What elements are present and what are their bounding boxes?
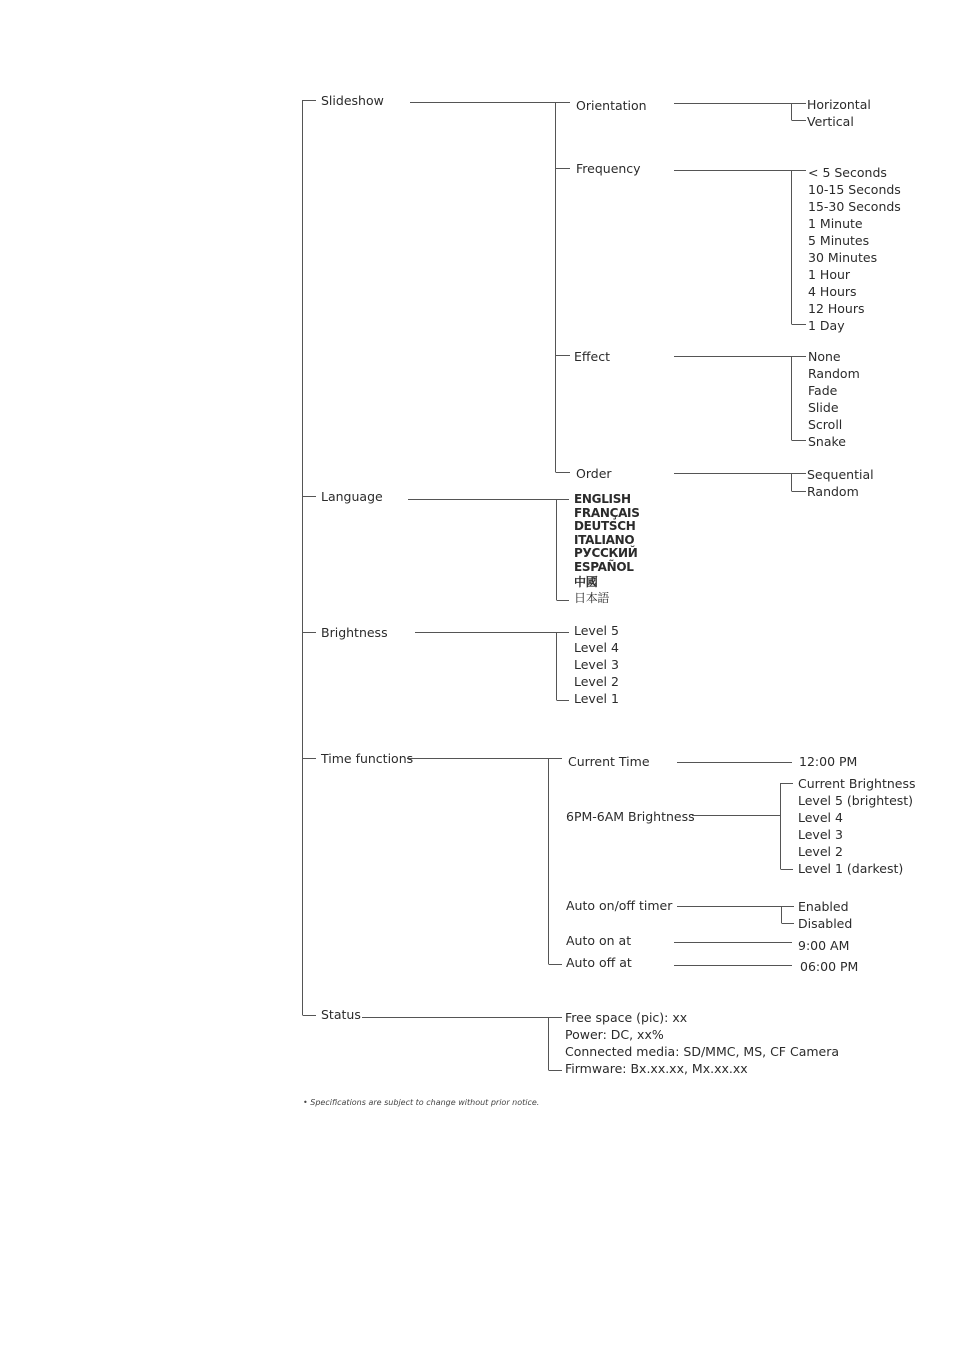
- menu-slideshow: Slideshow: [321, 93, 384, 108]
- menu-night-brightness: 6PM-6AM Brightness: [566, 809, 695, 824]
- menu-orientation: Orientation: [576, 98, 647, 113]
- option-item: 4 Hours: [808, 284, 857, 299]
- auto-timer-options: [798, 898, 852, 932]
- option-item: 1 Minute: [808, 216, 863, 231]
- option-item: Level 1 (darkest): [798, 861, 904, 876]
- option-item: Level 2: [574, 674, 619, 689]
- option-item: Enabled: [798, 899, 849, 914]
- current-time-value: 12:00 PM: [799, 754, 858, 769]
- option-item: Sequential: [807, 467, 874, 482]
- menu-current-time: Current Time: [568, 754, 650, 769]
- effect-options: [808, 348, 860, 450]
- status-item: Firmware: Bx.xx.xx, Mx.xx.xx: [565, 1061, 748, 1076]
- option-item: Level 3: [798, 827, 843, 842]
- option-item: 1 Day: [808, 318, 845, 333]
- option-item: ITALIANO: [574, 532, 635, 547]
- option-item: Level 5 (brightest): [798, 793, 914, 808]
- status-items: [565, 1009, 839, 1077]
- menu-status: Status: [321, 1007, 361, 1022]
- auto-on-value: 9:00 AM: [798, 938, 850, 953]
- option-item: Disabled: [798, 916, 853, 931]
- menu-auto-timer: Auto on/off timer: [566, 898, 673, 913]
- order-options: [807, 466, 874, 500]
- option-item: 30 Minutes: [808, 250, 878, 265]
- option-item: 12 Hours: [808, 301, 865, 316]
- menu-time-functions: Time functions: [321, 751, 414, 766]
- menu-effect: Effect: [574, 349, 610, 364]
- option-item: Level 3: [574, 657, 619, 672]
- option-item: Snake: [808, 434, 847, 449]
- option-item: Level 4: [798, 810, 843, 825]
- option-item: Fade: [808, 383, 838, 398]
- option-item: Slide: [808, 400, 839, 415]
- menu-frequency: Frequency: [576, 161, 641, 176]
- option-item: Random: [807, 484, 859, 499]
- menu-language: Language: [321, 489, 383, 504]
- option-item: DEUTSCH: [574, 519, 636, 533]
- status-item: Power: DC, xx%: [565, 1027, 664, 1042]
- option-item: Current Brightness: [798, 776, 916, 791]
- option-item: 15-30 Seconds: [808, 199, 901, 214]
- orientation-options: [807, 96, 871, 130]
- option-item: РУССКИЙ: [574, 546, 638, 560]
- option-item: Level 5: [574, 623, 619, 638]
- auto-off-value: 06:00 PM: [800, 959, 859, 974]
- option-item: Level 4: [574, 640, 619, 655]
- night-brightness-options: [798, 775, 916, 879]
- language-options: [574, 493, 640, 606]
- option-item: Horizontal: [807, 97, 871, 112]
- option-item: Level 1: [574, 691, 619, 706]
- option-item: 5 Minutes: [808, 233, 870, 248]
- option-item: Vertical: [807, 114, 854, 129]
- brightness-options: [574, 622, 619, 707]
- menu-auto-off: Auto off at: [566, 955, 632, 970]
- status-item: Connected media: SD/MMC, MS, CF Camera: [565, 1044, 840, 1059]
- option-item: FRANÇAIS: [574, 505, 640, 520]
- option-item: 1 Hour: [808, 267, 851, 282]
- menu-order: Order: [576, 466, 612, 481]
- status-item: Free space (pic): xx: [565, 1010, 688, 1025]
- option-item: 10-15 Seconds: [808, 182, 901, 197]
- option-item: 中國: [574, 575, 598, 589]
- option-item: ENGLISH: [574, 492, 631, 506]
- frequency-options: [808, 164, 901, 334]
- option-item: ESPAÑOL: [574, 559, 634, 574]
- option-item: Random: [808, 366, 860, 381]
- option-item: 日本語: [574, 591, 610, 605]
- option-item: Scroll: [808, 417, 843, 432]
- option-item: < 5 Seconds: [808, 165, 887, 180]
- option-item: Level 2: [798, 844, 843, 859]
- menu-brightness: Brightness: [321, 625, 388, 640]
- footnote: • Specifications are subject to change without prior notice.: [303, 1098, 540, 1107]
- option-item: None: [808, 349, 841, 364]
- menu-auto-on: Auto on at: [566, 933, 632, 948]
